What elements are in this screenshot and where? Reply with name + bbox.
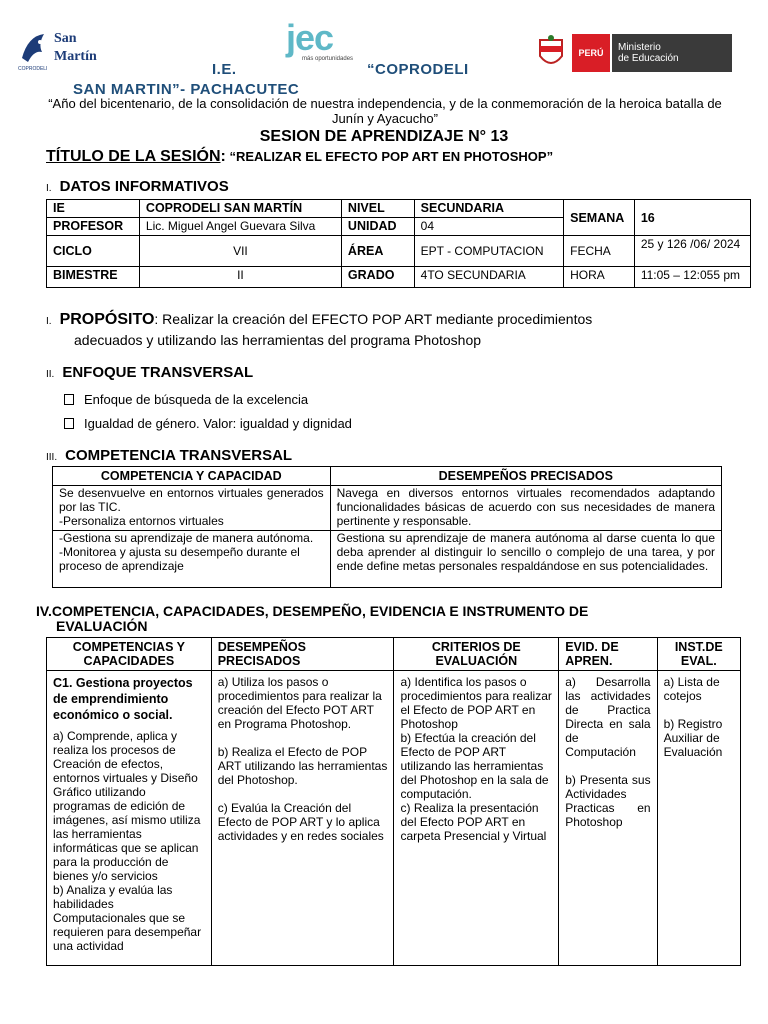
bimestre-value: II (139, 267, 341, 288)
section-iv-heading (36, 604, 588, 634)
grado-label: GRADO (341, 267, 414, 288)
proposito-section (46, 310, 746, 349)
bird-icon (18, 28, 52, 68)
instrumento-b: b) Registro Auxiliar de Evaluación (663, 717, 723, 759)
capacity-cell (53, 531, 331, 588)
criterio-c: c) Realiza la presentación del Efecto POP ART en carpeta Presencial y Virtual (400, 801, 547, 843)
section-title: DATOS INFORMATIVOS (59, 178, 229, 195)
capacidad-a: a) Comprende, aplica y realiza los procesos de Creación de efectos, entornos virtuales y Diseño Gráfico utilizando programas de edición de imágenes, así mismo utiliza las herramientas informáticas que se aplican para la producción de bienes y/o servicios (53, 729, 201, 883)
unidad-value: 04 (414, 218, 563, 236)
capacity-text: Se desenvuelve en entornos virtuales generados por las TIC. (59, 486, 324, 514)
ciclo-label: CICLO (47, 236, 140, 267)
section-enfoque-heading (46, 364, 253, 381)
fecha-value: 25 y 126 /06/ 2024 (634, 236, 750, 267)
title-label: TÍTULO DE LA SESIÓN (46, 148, 221, 165)
area-value: EPT - COMPUTACION (414, 236, 563, 267)
nivel-label: NIVEL (341, 200, 414, 218)
capacity-text: -Gestiona su aprendizaje de manera autónoma. (59, 531, 314, 545)
section-title: ENFOQUE TRANSVERSAL (62, 364, 254, 381)
logo-left-text: San Martín (54, 31, 97, 64)
section-iv-line2: EVALUACIÓN (56, 618, 148, 634)
proposito-label: PROPÓSITO (59, 311, 155, 328)
hora-label: HORA (564, 267, 635, 288)
section-iv-line1: IV.COMPETENCIA, CAPACIDADES, DESEMPEÑO, EVIDENCIA E INSTRUMENTO DE (36, 603, 589, 619)
table-row (47, 236, 751, 267)
minedu-logo (534, 34, 734, 74)
proposito-text1: Realizar la creación del EFECTO POP ART mediante procedimientos (158, 311, 593, 327)
table-row (53, 531, 722, 588)
instrumento-cell (657, 671, 740, 966)
criterio-b: b) Efectúa la creación del Efecto de POP ART utilizando las herramientas del Photoshop en la sala de computación. (400, 731, 549, 801)
performance-cell: Gestiona su aprendizaje de manera autónoma al darse cuenta lo que deba aprender al distinguir lo sencillo o complejo de una tarea, y por ende define metas personales respaldándose en sus potencialidades. (330, 531, 721, 588)
table-row (47, 671, 741, 966)
section-datos-heading (46, 178, 229, 195)
nivel-value: SECUNDARIA (414, 200, 563, 218)
competencia-title: C1. Gestiona proyectos de emprendimiento económico o social. (53, 676, 193, 722)
profesor-value: Lic. Miguel Angel Guevara Silva (139, 218, 341, 236)
semana-label: SEMANA (564, 200, 635, 236)
san-martin-logo (18, 26, 108, 74)
hora-value: 11:05 – 12:055 pm (634, 267, 750, 288)
criterios-cell (394, 671, 559, 966)
performance-cell: Navega en diversos entornos virtuales recomendados adaptando funcionalidades básicas de acuerdo con sus necesidades de manera pertinente y responsable. (330, 486, 721, 531)
competencia-table (52, 466, 722, 588)
competencias-cell (47, 671, 212, 966)
unidad-label: UNIDAD (341, 218, 414, 236)
evidencia-a: a) Desarrolla las actividades de Practica Directa en sala de Computación (565, 675, 651, 759)
ie-label: IE (47, 200, 140, 218)
bullet-box-icon (64, 418, 74, 429)
jec-logo (286, 17, 356, 66)
jec-letters: jec (286, 17, 334, 58)
session-title: SESION DE APRENDIZAJE N° 13 (259, 128, 509, 145)
ministry-line1: Ministerio (618, 42, 661, 53)
bullet-box-icon (64, 394, 74, 405)
desempeno-c: c) Evalúa la Creación del Efecto de POP ART y lo aplica actividades y en redes sociales (217, 801, 384, 843)
table-row (47, 200, 751, 218)
section-number: II. (46, 369, 55, 380)
list-item (64, 388, 352, 412)
capacity-text: -Personaliza entornos virtuales (59, 514, 224, 528)
section-number: I. (46, 183, 52, 194)
peru-label: PERÚ (572, 34, 610, 72)
profesor-label: PROFESOR (47, 218, 140, 236)
table-row (47, 267, 751, 288)
section-title: COMPETENCIA TRANSVERSAL (65, 447, 293, 464)
section-number: I. (46, 316, 52, 327)
ciclo-value: VII (139, 236, 341, 267)
list-item (64, 412, 352, 436)
fecha-label: FECHA (564, 236, 635, 267)
column-header: DESEMPEÑOS PRECISADOS (330, 467, 721, 486)
title-colon: : (220, 148, 226, 165)
table-header-row (53, 467, 722, 486)
criterio-a: a) Identifica los pasos o procedimientos para realizar el Efecto de POP ART en Photoshop (400, 675, 552, 731)
bimestre-label: BIMESTRE (47, 267, 140, 288)
enfoque-item: Igualdad de género. Valor: igualdad y dignidad (84, 416, 352, 431)
column-header: COMPETENCIA Y CAPACIDAD (53, 467, 331, 486)
table-header-row (47, 638, 741, 671)
semana-value: 16 (634, 200, 750, 236)
evaluation-table (46, 637, 741, 966)
school-name-part2: “COPRODELI (367, 61, 469, 78)
capacidad-b: b) Analiza y evalúa las habilidades Computacionales que se requieren para desempeñar una actividad (53, 883, 202, 953)
school-name-part3: SAN MARTIN”- PACHACUTEC (73, 81, 300, 98)
grado-value: 4TO SECUNDARIA (414, 267, 563, 288)
enfoque-item: Enfoque de búsqueda de la excelencia (84, 392, 309, 407)
title-value: “REALIZAR EL EFECTO POP ART EN PHOTOSHOP” (225, 149, 554, 164)
ie-value: COPRODELI SAN MARTÍN (139, 200, 341, 218)
column-header: EVID. DE APREN. (559, 638, 657, 671)
desempeno-a: a) Utiliza los pasos o procedimientos para realizar la creación del Efecto POT ART en Programa Photoshop. (217, 675, 382, 731)
ministry-label (612, 34, 732, 72)
column-header: CRITERIOS DE EVALUACIÓN (394, 638, 559, 671)
session-name (46, 148, 553, 166)
proposito-colon: : (154, 311, 159, 327)
section-competencia-heading (46, 447, 292, 464)
table-row (53, 486, 722, 531)
desempenos-cell (211, 671, 394, 966)
column-header: DESEMPEÑOS PRECISADOS (211, 638, 394, 671)
section-number: III. (46, 452, 58, 463)
datos-table (46, 199, 751, 288)
shield-icon (534, 34, 568, 72)
evidencia-cell (559, 671, 657, 966)
column-header: INST.DE EVAL. (657, 638, 740, 671)
capacity-cell (53, 486, 331, 531)
ministry-line2: de Educación (618, 53, 679, 64)
logo-left-sub: COPRODELI (18, 66, 48, 72)
capacity-text: -Monitorea y ajusta su desempeño durante el proceso de aprendizaje (59, 545, 300, 573)
year-note: “Año del bicentenario, de la consolidación de nuestra independencia, y de la conmemoración de la heroica batalla de Junín y Ayacucho” (48, 96, 722, 126)
enfoque-list (64, 388, 352, 436)
proposito-text2: adecuados y utilizando las herramientas del programa Photoshop (74, 332, 482, 348)
column-header: COMPETENCIAS Y CAPACIDADES (47, 638, 212, 671)
area-label: ÁREA (341, 236, 414, 267)
desempeno-b: b) Realiza el Efecto de POP ART utilizando las herramientas del Photoshop. (217, 745, 388, 787)
instrumento-a: a) Lista de cotejos (663, 675, 720, 703)
school-name-part1: I.E. (212, 61, 237, 78)
jec-tagline: más oportunidades (302, 56, 354, 62)
proposito-line1 (46, 310, 746, 331)
evidencia-b: b) Presenta sus Actividades Practicas en Photoshop (565, 773, 651, 829)
jec-wordmark (286, 17, 356, 58)
